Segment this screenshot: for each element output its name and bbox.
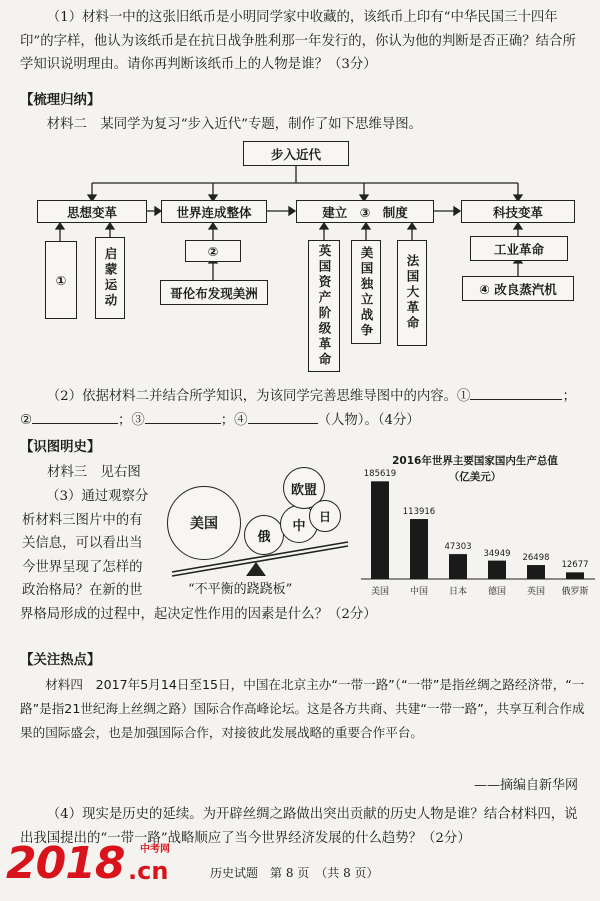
ball-japan: 日 bbox=[309, 500, 341, 532]
bar-category-label: 中国 bbox=[409, 587, 428, 597]
label-2: ② bbox=[20, 413, 33, 428]
bar-2 bbox=[449, 554, 467, 579]
question-2 bbox=[20, 385, 588, 409]
q3-line: 析材料三图片中的有 bbox=[22, 512, 143, 528]
seesaw-caption: “不平衡的跷跷板” bbox=[188, 582, 293, 597]
box-enlightenment: 启蒙运动 bbox=[95, 237, 125, 319]
bar-category-label: 德国 bbox=[487, 587, 506, 597]
label-4: ；④ bbox=[220, 413, 248, 428]
source-attribution: ——摘编自新华网 bbox=[473, 778, 578, 793]
question-1: （1）材料一中的这张旧纸币是小明同学家中收藏的，该纸币上印有“中华民国三十四年印”的字样，他认为该纸币是在抗日战争胜利那一年发行的，你认为他的判断是否正确？结合所学知识说明理由。请你再判断该纸币上的人物是谁？（3分） bbox=[20, 10, 576, 72]
mind-map-root: 步入近代 bbox=[243, 141, 349, 166]
bar-category-label: 日本 bbox=[448, 587, 467, 597]
chart-subtitle: （亿美元） bbox=[448, 471, 502, 483]
box-french-revolution: 法国大革命 bbox=[397, 240, 427, 346]
chart-title: 2016年世界主要国家国内生产总值 bbox=[392, 455, 558, 467]
material-3-label: 材料三 见右图 bbox=[47, 465, 141, 480]
q3-line: 今世界呈现了怎样的 bbox=[22, 559, 143, 575]
bar-value-label: 47303 bbox=[444, 542, 472, 553]
box-american-independence: 美国独立战争 bbox=[351, 240, 381, 344]
answer-blank-4[interactable] bbox=[248, 409, 318, 424]
bar-value-label: 34949 bbox=[483, 548, 511, 559]
box-steam-engine: ④ 改良蒸汽机 bbox=[462, 276, 574, 301]
label-3: ；③ bbox=[118, 413, 145, 428]
blank-2-box: ② bbox=[185, 240, 241, 262]
bar-value-label: 12677 bbox=[561, 560, 589, 571]
question-2-line1: （2）依据材料二并结合所学知识，为该同学完善思维导图中的内容。① bbox=[46, 389, 471, 404]
separator: ； bbox=[562, 389, 576, 404]
bar-3 bbox=[488, 561, 506, 579]
bar-value-label: 26498 bbox=[522, 553, 550, 564]
ball-russia: 俄 bbox=[244, 515, 284, 555]
page-footer: 历史试题 第 8 页 （共 8 页） bbox=[210, 866, 379, 880]
material-2-intro: 材料二 某同学为复习“步入近代”专题，制作了如下思维导图。 bbox=[46, 117, 423, 132]
bar-4 bbox=[527, 565, 545, 579]
q3-line: 关信息，可以看出当 bbox=[22, 536, 143, 551]
logo-year: 2018 bbox=[6, 838, 125, 889]
node-world-integration: 世界连成整体 bbox=[161, 200, 267, 223]
answer-blank-1[interactable] bbox=[470, 385, 562, 400]
bar-0 bbox=[371, 481, 389, 579]
question-3-last: 界格局形成的过程中，起决定性作用的因素是什么？（2分） bbox=[20, 607, 377, 622]
ball-china: 中 bbox=[280, 505, 318, 543]
question-2-tail: （人物）。（4分） bbox=[317, 413, 420, 428]
q3-line: （3）通过观察分 bbox=[46, 489, 149, 504]
question-4: （4）现实是历史的延续。为开辟丝绸之路做出突出贡献的历史人物是谁？结合材料四，说出我国提出的“一带一路”战略顺应了当今世界经济发展的什么趋势？（2分） bbox=[20, 807, 578, 846]
blank-1-box: ① bbox=[45, 241, 77, 319]
logo-domain: .cn bbox=[128, 857, 169, 885]
box-english-revolution: 英国资产阶级革命 bbox=[308, 240, 340, 372]
node-thought-reform: 思想变革 bbox=[37, 200, 147, 223]
bar-1 bbox=[410, 519, 428, 579]
bar-category-label: 美国 bbox=[370, 587, 389, 597]
question-3-left bbox=[22, 485, 172, 603]
logo-text: 中考网 bbox=[140, 844, 170, 855]
mind-map-connectors bbox=[0, 0, 600, 380]
node-tech-reform: 科技变革 bbox=[461, 200, 575, 223]
ball-eu: 欧盟 bbox=[283, 467, 325, 509]
q3-line: 政治格局？在新的世 bbox=[22, 583, 143, 598]
ball-usa: 美国 bbox=[167, 486, 241, 560]
section-heading-hot: 【关注热点】 bbox=[20, 653, 101, 668]
answer-blank-2[interactable] bbox=[32, 409, 118, 424]
section-heading-image: 【识图明史】 bbox=[20, 440, 101, 455]
section-heading-summary: 【梳理归纳】 bbox=[20, 93, 101, 108]
question-2-cont bbox=[20, 409, 588, 433]
bar-category-label: 俄罗斯 bbox=[561, 587, 589, 597]
bar-value-label: 185619 bbox=[363, 469, 397, 480]
box-columbus: 哥伦布发现美洲 bbox=[160, 280, 268, 305]
bar-5 bbox=[566, 572, 584, 579]
bar-value-label: 113916 bbox=[402, 507, 436, 518]
node-build-system: 建立 ③ 制度 bbox=[296, 200, 434, 223]
box-industrial-revolution: 工业革命 bbox=[470, 236, 568, 261]
answer-blank-3[interactable] bbox=[145, 409, 221, 424]
material-4: 材料四 2017年5月14日至15日，中国在北京主办“一带一路”（“一带”是指丝绸之路经济带，“一路”是指21世纪海上丝绸之路）国际合作高峰论坛。这是各方共商、共建“一带一路”，共享互利合作成果的国际盛会，也是加强国际合作，对接彼此发展战略的重要合作平台。 bbox=[20, 677, 585, 740]
bar-category-label: 英国 bbox=[526, 587, 545, 597]
